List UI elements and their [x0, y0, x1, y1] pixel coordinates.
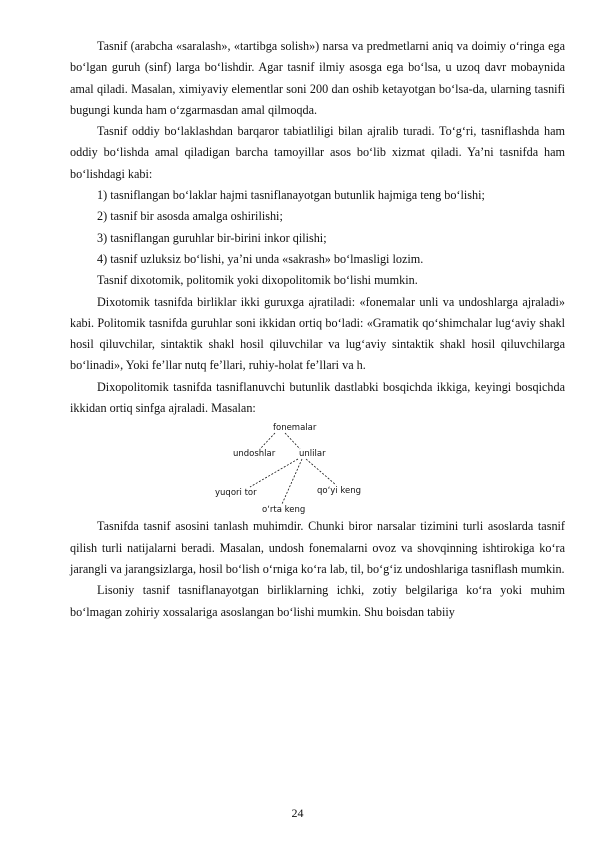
paragraph-tasnif-types: Tasnif dixotomik, politomik yoki dixopolitomik bo‘lishi mumkin.	[97, 273, 418, 288]
node-orta-keng: o‘rta keng	[262, 505, 306, 515]
classification-tree	[70, 420, 565, 514]
edge-right-subright	[306, 459, 336, 485]
classification-diagram	[70, 420, 565, 514]
edge-right-subleft	[250, 459, 298, 487]
document-page	[70, 36, 565, 623]
paragraph-tasnif-definition: Tasnif (arabcha «saralash», «tartibga solish») narsa va predmetlarni aniq va doimiy o‘ringa ega bo‘lgan guruh (sinf) larga bo‘lishdir. Agar tasnif ilmiy asosga ega bo‘lsa, u uzoq davr mobaynida amal qiladi. Masalan, ximiyaviy elementlar soni 200 dan oshib ketayotgan bo‘lsa-da, ularning tasnifi bugungi kunda ham o‘zgarmasdan amal qilmoqda.	[70, 39, 565, 117]
node-qoyi-keng: qo‘yi keng	[317, 486, 362, 497]
list-item-3: 3) tasniflangan guruhlar bir-birini inkor qilishi;	[97, 230, 327, 245]
node-undoshlar: undoshlar	[233, 449, 276, 460]
paragraph-dixotomik: Dixotomik tasnifda birliklar ikki guruxga ajratiladi: «fonemalar unli va undoshlarga ajraladi» kabi. Politomik tasnifda guruhlar soni ikkidan ortiq bo‘ladi: «Gramatik qo‘shimchalar lug‘aviy shakl hosil qiluvchilar, sintaktik shakl hosil qiluvchilar va lug‘aviy sintaktik shakl hosil qiluvchilarga bo‘linadi», Yoki fe’llar nutq fe’llari, ruhiy-holat fe’llari va h.	[70, 294, 565, 373]
paragraph-lisoniy-tasnif: Lisoniy tasnif tasniflanayotgan birliklarning ichki, zotiy belgilariga ko‘ra yoki muhim bo‘lmagan zohiriy xossalariga asoslangan bo‘lishi mumkin. Shu boisdan tabiiy	[70, 583, 565, 619]
paragraph-tasnif-asosi: Tasnifda tasnif asosini tanlash muhimdir. Chunki biror narsalar tizimini turli asoslarda tasnif qilish turli natijalarni beradi. Masalan, undosh fonemalarni ovoz va shovqinning ishtirokiga ko‘ra jarangli va jarangsizlarga, hosil bo‘lish o‘rniga ko‘ra lab, til, bo‘g‘iz undoshlariga tasniflash mumkin.	[70, 519, 565, 576]
paragraph-dixopolitomik: Dixopolitomik tasnifda tasniflanuvchi butunlik dastlabki bosqichda ikkiga, keyingi bosqichda ikkidan ortiq sinfga ajraladi. Masalan:	[70, 379, 565, 416]
node-unlilar: unlilar	[299, 449, 326, 460]
page-number: 24	[291, 806, 304, 820]
edge-root-right	[285, 433, 300, 449]
list-item-1: 1) tasniflangan bo‘laklar hajmi tasniflanayotgan butunlik hajmiga teng bo‘lishi;	[97, 188, 485, 203]
list-item-4: 4) tasnif uzluksiz bo‘lishi, ya’ni unda «sakrash» bo‘lmasligi lozim.	[97, 251, 424, 266]
edge-right-submid	[282, 459, 302, 504]
paragraph-tasnif-stability: Tasnif oddiy bo‘laklashdan barqaror tabiatliligi bilan ajralib turadi. To‘g‘ri, tasniflashda ham oddiy bo‘lishda amal qiladigan barcha tamoyillar asos bo‘lib xizmat qiladi. Ya’ni tasnifda ham bo‘lishdagi kabi:	[70, 124, 565, 181]
node-yuqori-tor: yuqori tor	[215, 488, 257, 499]
node-fonemalar: fonemalar	[273, 423, 317, 434]
edge-root-left	[260, 433, 275, 449]
list-item-2: 2) tasnif bir asosda amalga oshirilishi;	[97, 209, 283, 224]
